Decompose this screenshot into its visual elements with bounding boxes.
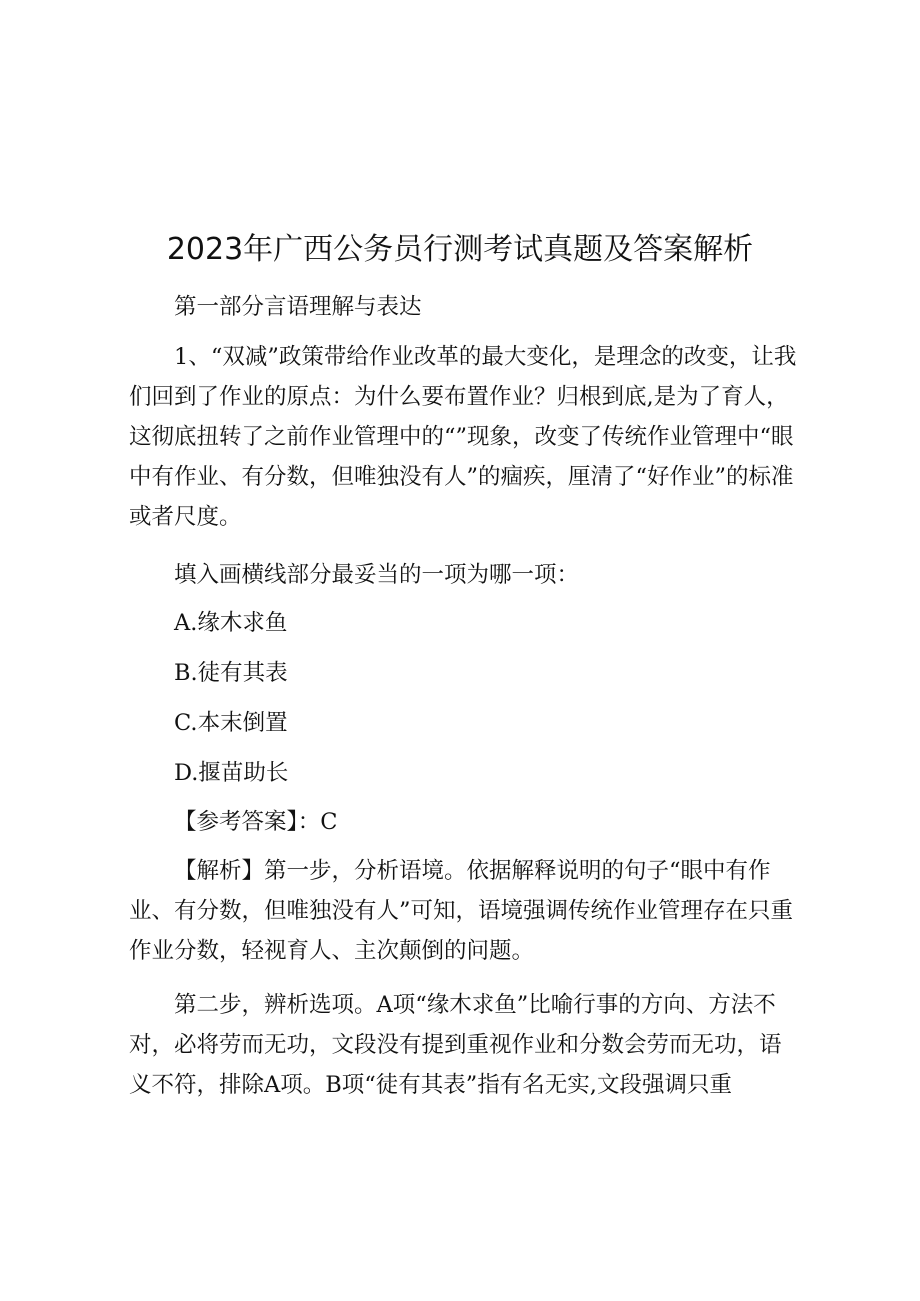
analysis-step-1-block bbox=[129, 851, 799, 971]
section-heading-block bbox=[129, 287, 799, 327]
document-title: 2023年广西公务员行测考试真题及答案解析 bbox=[166, 232, 754, 267]
question-text: 1、“双减”政策带给作业改革的最大变化，是理念的改变，让我们回到了作业的原点：为什么要布置作业？归根到底,是为了育人，这彻底扭转了之前作业管理中的“”现象，改变了传统作业管理中“眼中有作业、有分数，但唯独没有人”的痼疾，厘清了“好作业”的标准或者尺度。 bbox=[129, 344, 797, 530]
question-prompt-block bbox=[129, 555, 799, 595]
analysis-step-2-block bbox=[129, 985, 799, 1105]
answer-block bbox=[129, 802, 799, 842]
question-prompt: 填入画横线部分最妥当的一项为哪一项： bbox=[174, 562, 580, 588]
option-c: C.本末倒置 bbox=[174, 710, 288, 736]
analysis-step-1: 【解析】第一步，分析语境。依据解释说明的句子“眼中有作业、有分数，但唯独没有人”可知，语境强调传统作业管理存在只重作业分数，轻视育人、主次颠倒的问题。 bbox=[129, 858, 794, 964]
section-heading: 第一部分言语理解与表达 bbox=[174, 294, 422, 320]
options-list bbox=[129, 603, 799, 793]
option-a: A.缘木求鱼 bbox=[174, 610, 288, 636]
analysis-step-2: 第二步，辨析选项。A项“缘木求鱼”比喻行事的方向、方法不对，必将劳而无功，文段没有提到重视作业和分数会劳而无功，语义不符，排除A项。B项“徒有其表”指有名无实,文段强调只重 bbox=[129, 992, 782, 1098]
option-d: D.揠苗助长 bbox=[174, 760, 289, 786]
option-b: B.徒有其表 bbox=[174, 660, 288, 686]
question-block bbox=[129, 337, 799, 537]
reference-answer: 【参考答案】：C bbox=[174, 809, 338, 835]
